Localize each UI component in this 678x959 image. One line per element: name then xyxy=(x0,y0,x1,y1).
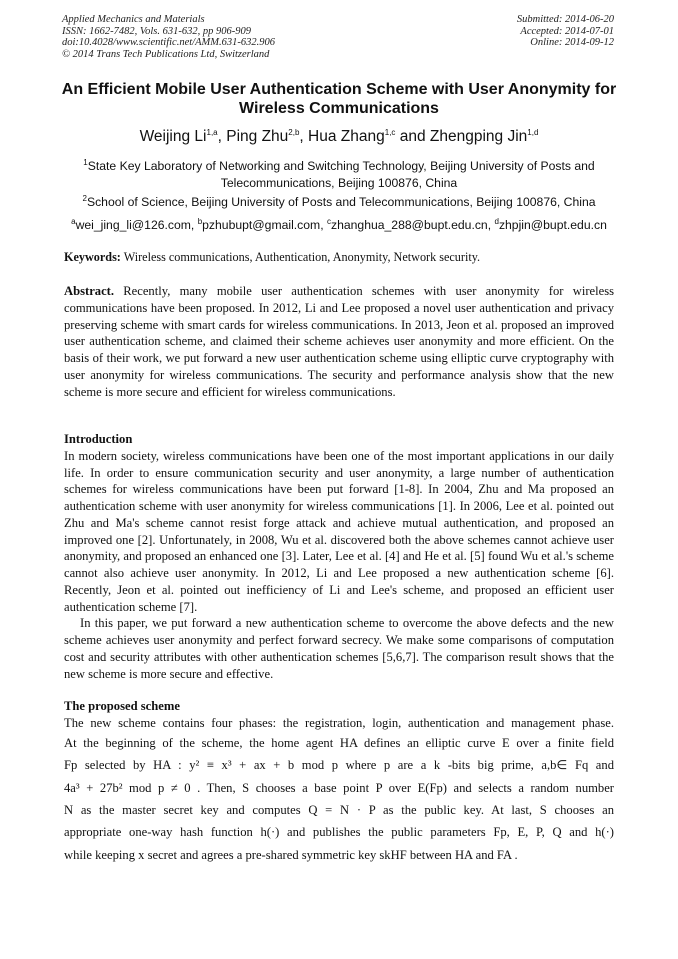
text-line: appropriate one-way hash function h(·) and publishes the public parameters Fp, E, P, Q and h(·) xyxy=(64,825,614,840)
keywords: Keywords: Wireless communications, Authentication, Anonymity, Network security. xyxy=(64,250,481,264)
affiliation-2: $^2$School of Science, Beijing University of Posts and Telecommunications, Beijing 100876, China xyxy=(82,194,596,210)
journal-name: Applied Mechanics and Materials xyxy=(62,14,205,25)
submitted-date: Submitted: 2014-06-20 xyxy=(516,14,614,25)
dates-info xyxy=(517,14,614,49)
authors: Weijing Li$^{1,a}$, Ping Zhu$^{2,b}$, Hua Zhang$^{1,c}$ and Zhengping Jin$^{1,d}$ xyxy=(139,128,539,146)
section-heading: The proposed scheme xyxy=(64,699,180,713)
emails: $^a$wei_jing_li@126.com, $^b$pzhubupt@gmail.com, $^c$zhanghua_288@bupt.edu.cn, $^d$zhpjin@bupt.edu.cn xyxy=(71,217,607,233)
abstract: Abstract. Recently, many mobile user authentication schemes with user anonymity for wireless communications have been proposed. In 2012, Li and Lee proposed a novel user authentication and privacy preserving scheme with smart cards for wireless communications. In 2013, Jeon et al. proposed an improved user authentication scheme, and claimed their scheme achieves user anonymity and more efficient. On the basis of their work, we put forward a new user authentication scheme using elliptic curve cryptography with user anonymity for wireless communications. The security and performance analysis show that the new scheme is more secure and efficient for wireless communications. xyxy=(64,284,614,399)
email-link[interactable]: pzhubupt@gmail.com, xyxy=(202,218,327,233)
text-line: N as the master secret key and computes Q = N · P as the public key. At last, S chooses an xyxy=(64,802,614,817)
text-line: 4a³ + 27b² mod p ≠ 0 . Then, S chooses a base point P over E(Fp) and selects a random number xyxy=(64,780,614,795)
author: Hua Zhang$^{1,c}$ xyxy=(308,128,396,146)
journal-info xyxy=(62,14,275,60)
email-link[interactable]: zhpjin@bupt.edu.cn xyxy=(498,218,607,233)
accepted-date: Accepted: 2014-07-01 xyxy=(520,25,614,37)
copyright: © 2014 Trans Tech Publications Ltd, Switzerland xyxy=(62,48,270,60)
text-line: Fp selected by HA : y² ≡ x³ + ax + b mod p where p are a k -bits big prime, a,b∈ Fq and xyxy=(64,758,614,773)
author: Zhengping Jin$^{1,d}$ xyxy=(429,128,539,146)
text-line: At the beginning of the scheme, the home agent HA defines an elliptic curve E over a finite field xyxy=(64,735,614,750)
online-date: Online: 2014-09-12 xyxy=(530,37,614,48)
proposed-scheme-section xyxy=(64,698,614,866)
issn: ISSN: 1662-7482, Vols. 631-632, pp 906-909 xyxy=(62,25,251,37)
author: Weijing Li$^{1,a}$ xyxy=(139,128,218,146)
paper-title: An Efficient Mobile User Authentication Scheme with User Anonymity for Wireless Communications xyxy=(61,81,617,117)
text-line: The new scheme contains four phases: the registration, login, authentication and management phase. xyxy=(64,715,614,730)
author: Ping Zhu$^{2,b}$ xyxy=(226,128,300,146)
paragraph: In this paper, we put forward a new authentication scheme to overcome the above defects and the new scheme achieves user anonymity and perfect forward secrecy. We make some comparisons of computation cost and security attributes with other authentication schemes [5,6,7]. The comparison result shows that the new scheme is more secure and effective. xyxy=(64,616,614,681)
paragraph: In modern society, wireless communications have been one of the most important applications in our daily life. In order to ensure communication security and user anonymity, a large number of authentication schemes for wireless communications have been put forward [1-8]. In 2004, Zhu and Ma proposed an authentication scheme with user anonymity for wireless communications [1]. In 2006, Lee et al. pointed out Zhu and Ma's scheme cannot resist forge attack and achieve mutual authentication, and proposed an improved one [2]. Unfortunately, in 2008, Wu et al. discovered both the above schemes cannot achieve user anonymity, and proposed an enhanced one [3]. Later, Lee et al. [4] and He et al. [5] found Wu et al.'s scheme cannot also achieve user anonymity. In 2012, Li and Lee proposed a new authentication scheme [6]. Recently, Jeon et al. pointed out inefficiency of Li and Lee's scheme, and proposed an efficient user authentication scheme [7]. xyxy=(64,448,614,614)
email-link[interactable]: wei_jing_li@126.com, xyxy=(75,218,198,233)
doi: doi:10.4028/www.scientific.net/AMM.631-632.906 xyxy=(62,37,275,48)
email-link[interactable]: zhanghua_288@bupt.edu.cn, xyxy=(330,218,495,233)
section-heading: Introduction xyxy=(64,432,133,446)
introduction-section xyxy=(64,431,614,682)
affiliation-1: $^1$State Key Laboratory of Networking and Switching Technology, Beijing University of Posts and Telecommunications, Beijing 100876, China xyxy=(83,158,595,191)
text-line: while keeping x secret and agrees a pre-shared symmetric key skHF between HA and FA . xyxy=(64,847,518,862)
